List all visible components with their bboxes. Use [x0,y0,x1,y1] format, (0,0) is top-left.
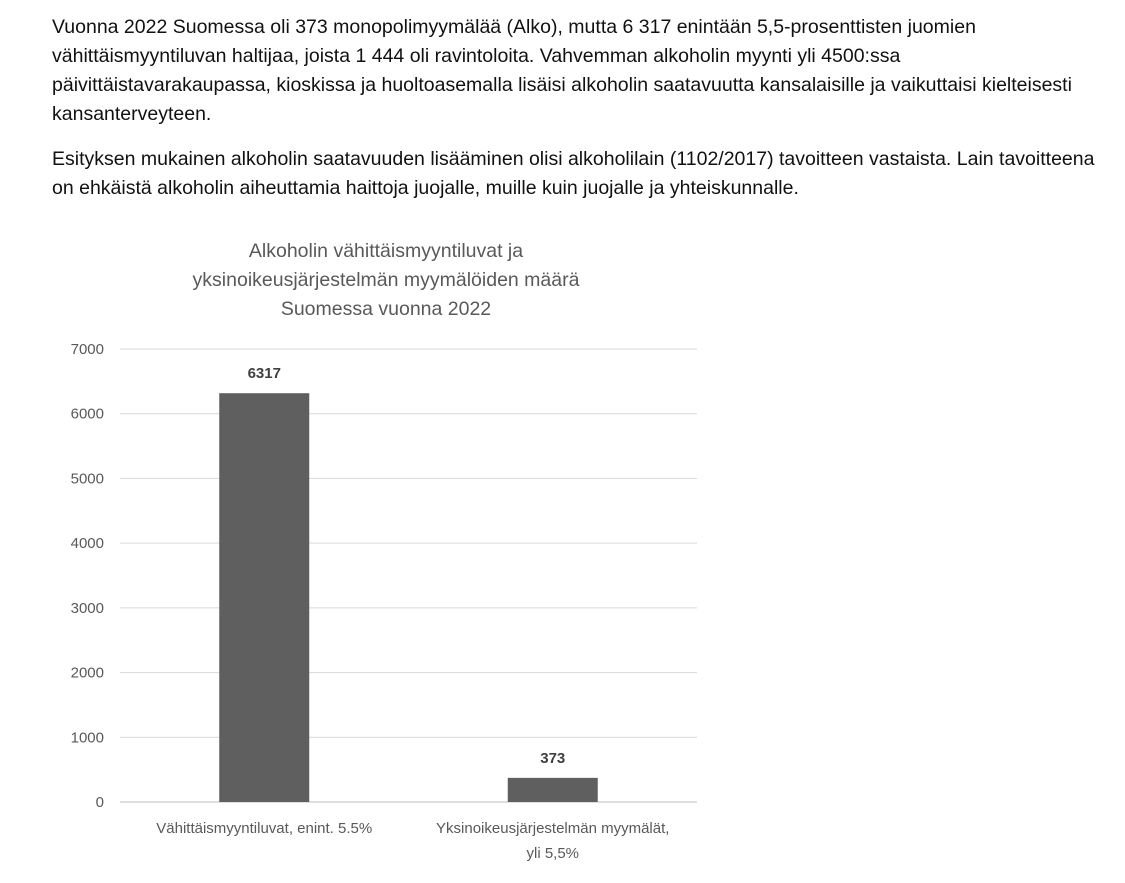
chart-title [193,240,580,320]
bar-chart [0,230,760,883]
gridlines [120,349,697,802]
x-axis-tick-labels [156,820,669,862]
bars [219,393,598,802]
y-tick-label: 0 [95,794,104,811]
chart-title-line: yksinoikeusjärjestelmän myymälöiden määrä [192,269,580,291]
paragraph-1: Vuonna 2022 Suomessa oli 373 monopolimyymälää (Alko), mutta 6 317 enintään 5,5-prosenttisten juomien vähittäismyyntiluvan haltijaa, joista 1 444 oli ravintoloita. Vahvemman alkoholin myynti yli 4500:ssa päivittäistavarakaupassa, kioskissa ja huoltoasemalla lisäisi alkoholin saatavuutta kansalaisille ja vaikuttaisi kielteisesti kansanterveyteen. [52,16,1072,125]
y-tick-label: 2000 [70,664,104,682]
bar [219,393,309,802]
x-tick-label: Yksinoikeusjärjestelmän myymälät, [436,820,670,837]
y-tick-label: 4000 [70,535,104,553]
bar [508,778,598,802]
data-label: 6317 [247,365,281,383]
y-tick-label: 5000 [70,470,104,488]
chart-title-line: Alkoholin vähittäismyyntiluvat ja [248,240,524,262]
y-tick-label: 6000 [70,405,104,423]
y-tick-label: 7000 [70,341,104,358]
y-tick-label: 3000 [70,599,104,617]
data-label: 373 [540,749,566,767]
x-tick-label: Vähittäismyyntiluvat, enint. 5.5% [156,820,373,837]
paragraph-2: Esityksen mukainen alkoholin saatavuuden lisääminen olisi alkoholilain (1102/2017) tavoitteen vastaista. Lain tavoitteena on ehkäistä alkoholin aiheuttamia haittoja juojalle, muille kuin juojalle ja yhteiskunnalle. [52,148,1095,199]
x-tick-label: yli 5,5% [526,845,580,862]
chart-title-line: Suomessa vuonna 2022 [280,298,492,320]
y-axis-tick-labels [71,341,104,811]
y-tick-label: 1000 [70,729,104,747]
